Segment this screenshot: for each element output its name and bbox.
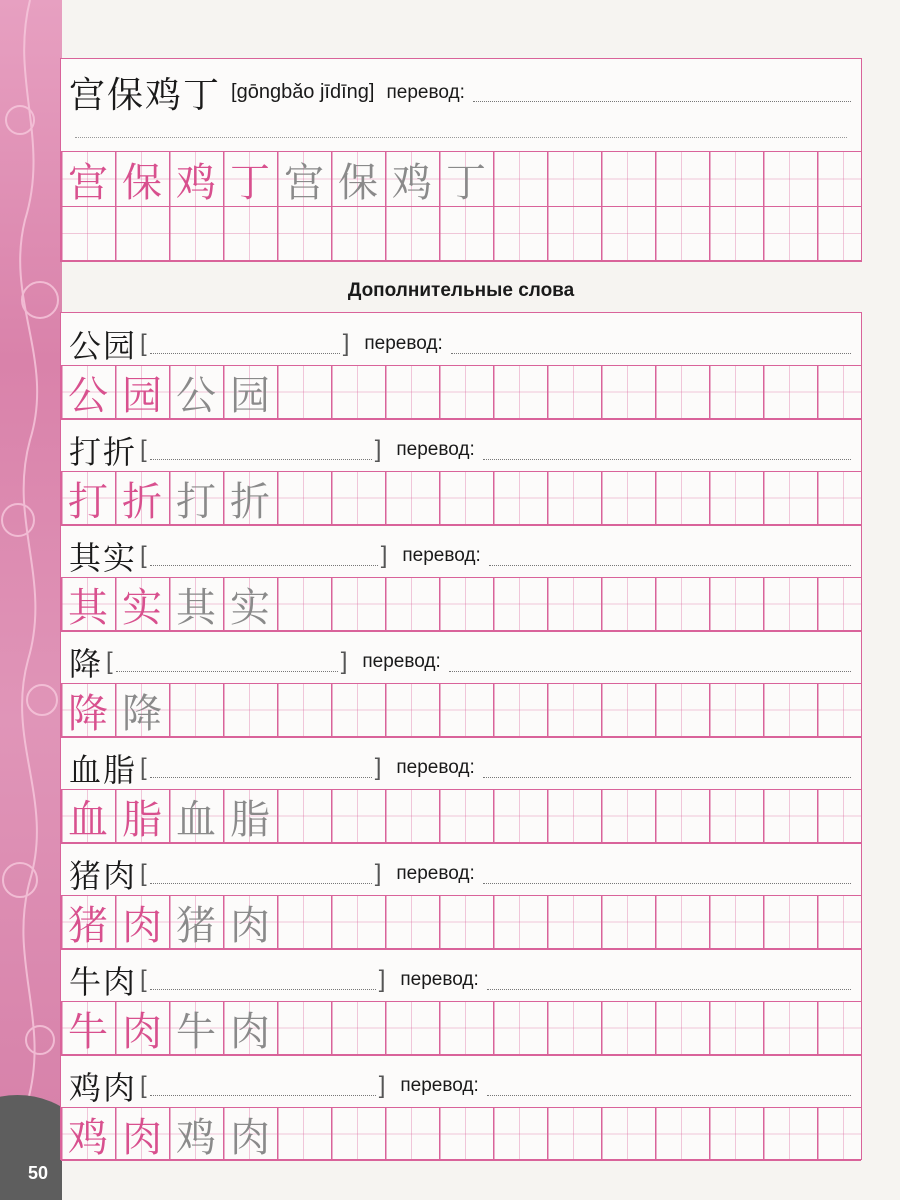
bracket-open: [ [140,860,147,887]
bracket-open: [ [106,648,113,675]
trace-character: 降 [122,690,162,737]
word-hanzi: 降 [69,645,104,683]
trace-character: 园 [122,372,162,419]
bracket-close: ] [374,754,382,781]
bracket-close: ] [378,1072,386,1099]
practice-grid[interactable] [61,471,861,525]
trace-character: 其 [68,584,108,631]
word-hanzi: 打折 [69,433,138,471]
word-hanzi: 公园 [69,327,138,365]
trace-character: 鸡 [176,159,216,206]
trace-character: 其 [176,584,216,631]
trace-character: 宫 [68,159,108,206]
trace-character: 保 [338,159,378,206]
trace-character: 牛 [68,1008,108,1055]
translation-field[interactable] [487,1077,851,1096]
translation-field[interactable] [483,865,851,884]
trace-character: 肉 [230,1114,270,1161]
trace-character: 打 [68,478,108,525]
word-line [69,321,851,367]
practice-grid[interactable] [61,206,861,261]
page-corner-tab [0,1095,62,1200]
trace-character: 肉 [230,902,270,949]
translation-label: перевод: [386,81,465,103]
practice-grid[interactable] [61,895,861,949]
bracket-close: ] [378,966,386,993]
floral-margin-decoration [0,0,62,1200]
bracket-close: ] [380,542,388,569]
row-separator [61,843,861,844]
bracket-open: [ [140,330,147,357]
trace-character: 肉 [122,1008,162,1055]
pinyin-field[interactable] [150,547,378,566]
row-separator [61,737,861,738]
word-line [69,427,851,473]
translation-label: перевод: [396,757,475,778]
translation-field[interactable] [483,759,851,778]
trace-character: 牛 [176,1008,216,1055]
bracket-open: [ [140,966,147,993]
pinyin-field[interactable] [150,759,372,778]
translation-field[interactable] [449,653,851,672]
trace-character: 实 [230,584,270,631]
trace-character: 折 [230,478,270,525]
bracket-close: ] [340,648,348,675]
trace-character: 丁 [230,159,270,206]
practice-grid[interactable] [61,789,861,843]
row-separator [61,949,861,950]
translation-field[interactable] [489,547,851,566]
translation-label: перевод: [362,651,441,672]
bracket-close: ] [374,860,382,887]
trace-character: 肉 [122,1114,162,1161]
additional-words-card [60,312,862,1160]
bracket-close: ] [374,436,382,463]
row-separator [61,525,861,526]
floral-pattern-icon [0,0,62,1200]
translation-label: перевод: [400,1075,479,1096]
trace-character: 降 [68,690,108,737]
word-line [69,533,851,579]
practice-grid[interactable] [61,365,861,419]
bracket-open: [ [140,436,147,463]
pinyin-field[interactable] [150,1077,376,1096]
practice-grid[interactable] [61,1001,861,1055]
pinyin-field[interactable] [150,335,340,354]
practice-grid[interactable] [61,151,861,207]
trace-character: 鸡 [176,1114,216,1161]
word-line [69,1063,851,1109]
practice-grid[interactable] [61,577,861,631]
trace-character: 打 [176,478,216,525]
trace-character: 宫 [284,159,324,206]
trace-character: 血 [68,796,108,843]
word-line [69,957,851,1003]
trace-character: 园 [230,372,270,419]
word-hanzi: 鸡肉 [69,1069,138,1107]
row-separator [61,1055,861,1056]
trace-character: 鸡 [68,1114,108,1161]
word-hanzi: 牛肉 [69,963,138,1001]
pinyin-field[interactable] [150,441,372,460]
translation-field[interactable] [483,441,851,460]
word-line [69,851,851,897]
translation-label: перевод: [400,969,479,990]
translation-label: перевод: [396,439,475,460]
row-separator [61,631,861,632]
trace-character: 猪 [68,902,108,949]
trace-character: 脂 [230,796,270,843]
word-hanzi: 其实 [69,539,138,577]
trace-character: 公 [176,372,216,419]
trace-character: 折 [122,478,162,525]
word-hanzi: 血脂 [69,751,138,789]
trace-character: 猪 [176,902,216,949]
pinyin-field[interactable] [150,865,372,884]
row-separator [61,419,861,420]
writing-line[interactable] [75,137,847,138]
main-word-card [60,58,862,262]
page-number: 50 [28,1163,49,1183]
trace-character: 脂 [122,796,162,843]
translation-field[interactable] [451,335,851,354]
pinyin-field[interactable] [116,653,338,672]
main-word-hanzi: 宫保鸡丁 [69,75,222,116]
pinyin-field[interactable] [150,971,376,990]
trace-character: 公 [68,372,108,419]
bracket-open: [ [140,1072,147,1099]
main-word-pinyin: [gōngbǎo jīdīng] [231,81,375,103]
practice-grid[interactable] [61,1107,861,1161]
word-line [69,639,851,685]
practice-grid[interactable] [61,683,861,737]
main-word-line [69,67,851,118]
translation-field[interactable] [487,971,851,990]
bracket-open: [ [140,754,147,781]
bracket-close: ] [342,330,350,357]
trace-character: 保 [122,159,162,206]
trace-character: 鸡 [392,159,432,206]
translation-label: перевод: [402,545,481,566]
section-heading: Дополнительные слова [347,280,575,301]
translation-label: перевод: [396,863,475,884]
trace-character: 丁 [446,159,486,206]
word-line [69,745,851,791]
word-hanzi: 猪肉 [69,857,138,895]
bracket-open: [ [140,542,147,569]
trace-character: 肉 [230,1008,270,1055]
translation-field[interactable] [473,83,851,102]
trace-character: 肉 [122,902,162,949]
translation-label: перевод: [364,333,443,354]
trace-character: 血 [176,796,216,843]
trace-character: 实 [122,584,162,631]
